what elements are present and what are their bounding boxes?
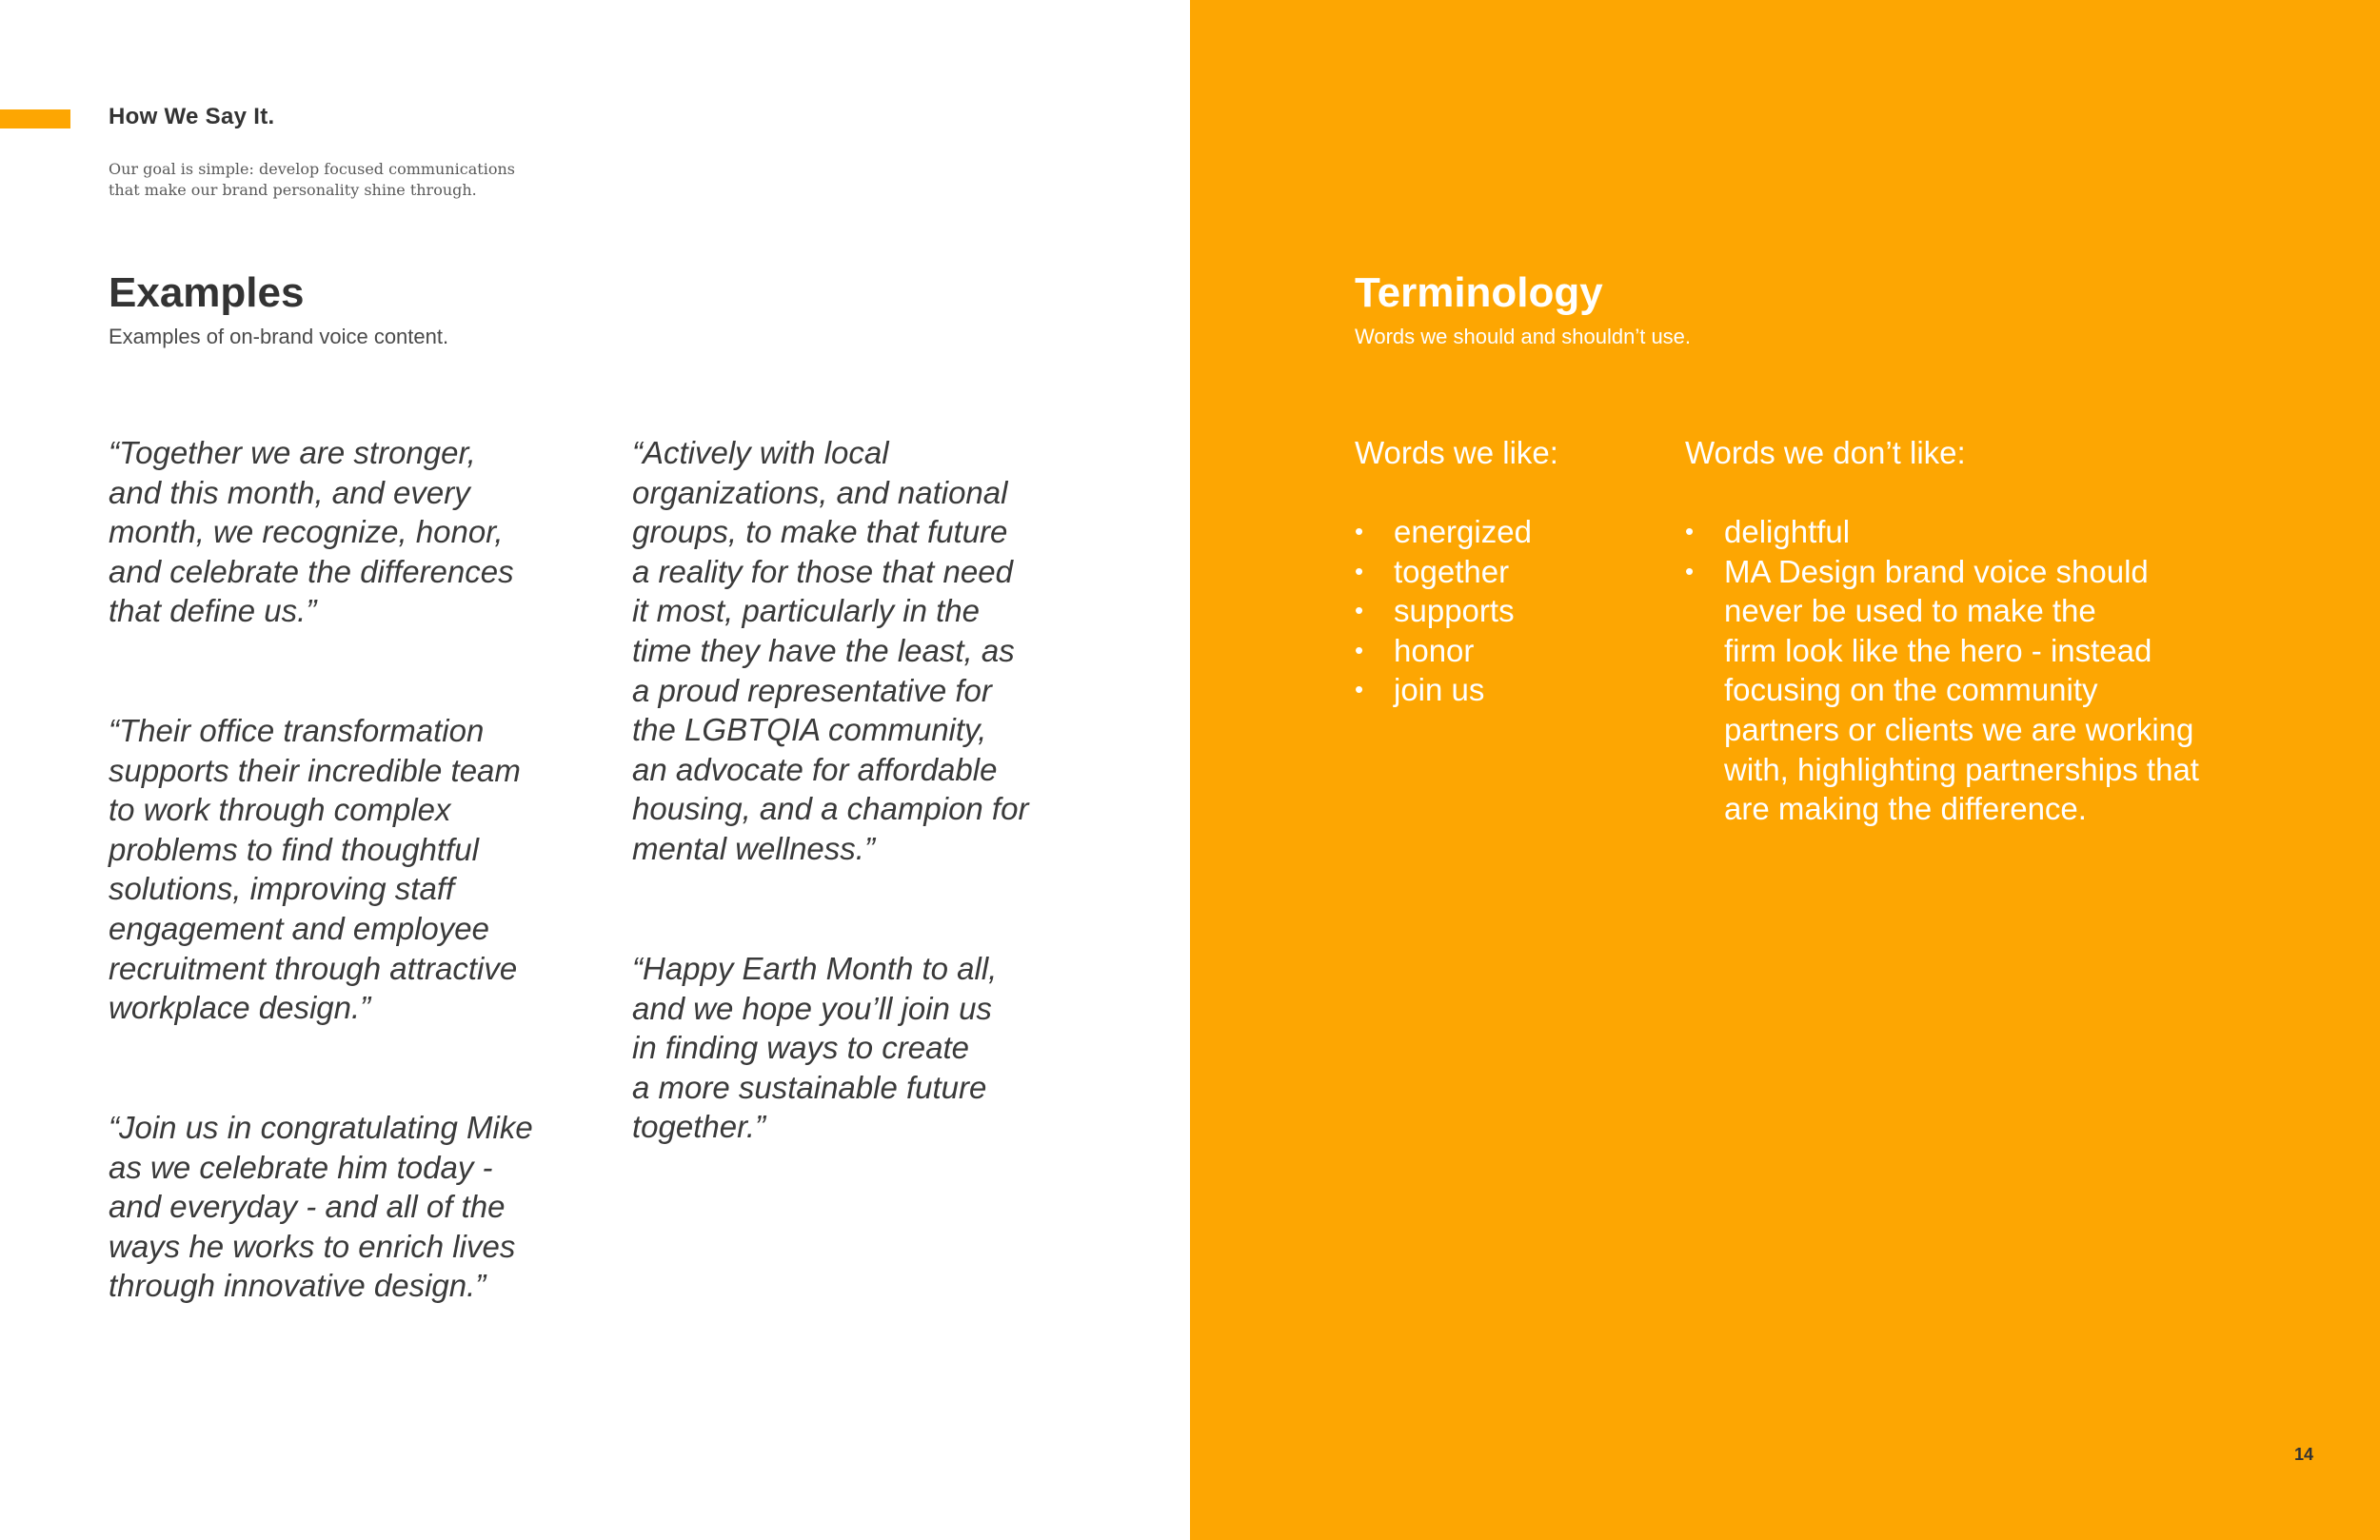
words-we-dont-like-title: Words we don’t like: xyxy=(1685,435,1966,470)
bullet-icon: • xyxy=(1355,556,1364,585)
word-dislike-2: MA Design brand voice should never be used to make the firm look like the hero - instead focusing on the community partners or clients we are working with, highlighting partnerships that are making the difference. xyxy=(1724,553,2199,827)
word-like-4: honor xyxy=(1394,632,1475,668)
word-like-3: supports xyxy=(1394,593,1515,629)
list-item xyxy=(1685,512,2237,552)
word-dislike-1: delightful xyxy=(1724,514,1851,549)
list-item xyxy=(1355,670,1640,710)
examples-subtitle: Examples of on-brand voice content. xyxy=(109,325,449,348)
word-like-2: together xyxy=(1394,553,1510,589)
word-like-5: join us xyxy=(1394,672,1485,708)
bullet-icon: • xyxy=(1355,675,1364,704)
bullet-icon: • xyxy=(1355,635,1364,664)
page-number: 14 xyxy=(2293,1445,2313,1464)
list-item xyxy=(1355,591,1640,631)
list-item xyxy=(1685,552,2237,829)
word-like-1: energized xyxy=(1394,514,1532,549)
example-quote-4: “Actively with local organizations, and national groups, to make that future a reality for those that need it most, particularly in the time they have the least, as a proud representative for the LGBTQIA community, an advocate for affordable housing, and a champion for mental wellness.” xyxy=(632,435,1029,866)
words-we-like-list xyxy=(1355,512,1640,710)
bullet-icon: • xyxy=(1355,517,1364,545)
words-we-like-title: Words we like: xyxy=(1355,435,1558,470)
section-label: How We Say It. xyxy=(109,104,275,129)
example-quote-5: “Happy Earth Month to all, and we hope you’ll join us in finding ways to create a more sustainable future together.” xyxy=(632,951,998,1145)
accent-bar xyxy=(0,109,70,128)
bullet-icon: • xyxy=(1685,556,1695,585)
intro-text: Our goal is simple: develop focused communications that make our brand personality shine through. xyxy=(109,160,515,199)
list-item xyxy=(1355,631,1640,671)
list-item xyxy=(1355,552,1640,592)
example-quote-3: “Join us in congratulating Mike as we celebrate him today - and everyday - and all of the ways he works to enrich lives through innovative design.” xyxy=(109,1110,533,1304)
bullet-icon: • xyxy=(1685,517,1695,545)
bullet-icon: • xyxy=(1355,596,1364,625)
terminology-heading: Terminology xyxy=(1355,269,1603,316)
example-quote-2: “Their office transformation supports their incredible team to work through complex problems to find thoughtful solutions, improving staff engagement and employee recruitment through attractive workplace design.” xyxy=(109,713,521,1026)
words-we-dont-like-list xyxy=(1685,512,2237,829)
list-item xyxy=(1355,512,1640,552)
example-quote-1: “Together we are stronger, and this month, and every month, we recognize, honor, and celebrate the differences that define us.” xyxy=(109,435,514,629)
terminology-subtitle: Words we should and shouldn’t use. xyxy=(1355,325,1692,348)
examples-heading: Examples xyxy=(109,269,305,316)
